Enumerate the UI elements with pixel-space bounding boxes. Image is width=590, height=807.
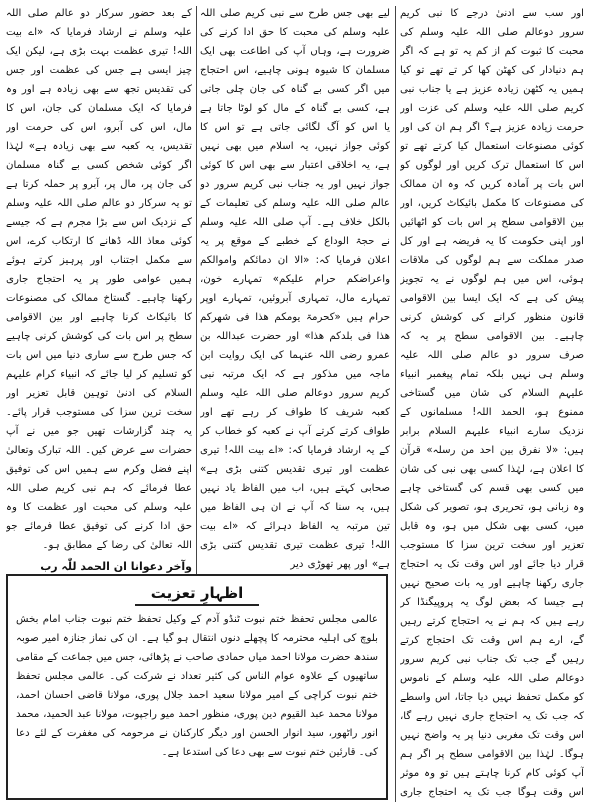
condolence-notice-box [6,574,388,800]
notice-title-text: اظہارِ تعزیت [135,584,260,606]
article-column-right [400,4,584,804]
notice-title [16,584,378,602]
article-column-middle [200,4,390,578]
article-text-column-1: اور سب سے ادنیٰ درجے کا نبی کریم سرور دوعالم صلی اللہ علیہ وسلم کی محبت کا ثبوت کم از کم یہ تو ہے کہ اگر ہم دنیادار کی کھٹن کھا کر تے تھے تو کیا ہمیں یہ کٹھن زیادہ عزیز ہے یا جناب نبی کریم صلی اللہ علیہ وسلم کی عزت اور حرمت زیادہ عزیز ہے؟ اگر ہم ان کی اور کوئی مصنوعات استعمال کیا کرتے تھے تو اس کا استعمال ترک کریں اور لوگوں کو اس بات پر آمادہ کریں کہ وہ ان ممالک کی مصنوعات کا مکمل بائیکاٹ کریں، اور بین الاقوامی سطح پر اس بات کو اٹھائیں اور اپنی حکومت کا یہ فریضہ ہے اور کل صدر مملکت سے ہم لوگوں کی ملاقات ہوئی، اس میں ہم لوگوں نے یہ تجویز پیش کی ہے کہ ایک ایسا بین الاقوامی قانون منظور کرانے کی کوشش کرنی چاہیے۔ بین الاقوامی سطح پر یہ کہ صرف سرور دو عالم صلی اللہ علیہ وسلم ہی نہیں بلکہ تمام پیغمبر انبیاء علیہم السلام کی شان میں گستاخی ممنوع ہو، الحمد اللہ! مسلمانوں کے نزدیک سارے انبیاء علیہم السلام برابر ہیں: «لا نفرق بین احد من رسلہ» قرآن کا اعلان ہے، لہٰذا کسی بھی نبی کی شان میں کسی بھی قسم کی گستاخی چاہے وہ زبانی ہو، تحریری ہو، تصویر کی شکل میں، کسی بھی شکل میں ہو، وہ قابل تعزیر اور سخت ترین سزا کا مستوجب قرار دیا جائے اور اس وقت تک یہ احتجاج جاری رکھنا چاہیے اور یہ بات صحیح نہیں ہے جیسا کہ بعض لوگ یہ پروپیگنڈا کر رہے ہیں کہ ہم نے یہ احتجاج کرتے رہیں گے، ارے ہم اس وقت تک احتجاج کرتے رہیں گے جب تک جناب نبی کریم سرور دوعالم صلی اللہ علیہ وسلم کے ناموس کو مکمل تحفظ نہیں دیا جاتا، اس واسطے کہ جب تک یہ احتجاج جاری نہیں رہے گا، اس وقت تک مغربی دنیا پر یہ واضح نہیں ہوگا۔ لہٰذا بین الاقوامی سطح پر اگر ہم آپ کوئی کام کرنا چاہتے ہیں تو وہ موثر اس وقت ہوگا جب تک یہ احتجاج جاری [400,8,584,798]
article-column-left [6,4,192,578]
column-divider [196,6,197,574]
article-text-column-2: لیے بھی جس طرح سے نبی کریم صلی اللہ علیہ وسلم کی محبت کا حق ادا کرنے کی ضرورت ہے، وہاں آپ کی اطاعت بھی ایک مسلمان کا شیوہ ہونی چاہیے، اس احتجاج میں اگر کسی بے گناہ کی جان چلی جاتی ہے، کسی بے گناہ کے مال کو لوٹا جاتا ہے یا اس کو آگ لگائی جاتی ہے تو اس کا کوئی جواز نہیں، یہ اسلام میں بھی نہیں ہے، یہ اخلاقی اعتبار سے بھی اس کا کوئی جواز نہیں اور یہ جناب نبی کریم سرور دو عالم صلی اللہ علیہ وسلم کی تعلیمات کے بالکل خلاف ہے۔ آپ صلی اللہ علیہ وسلم نے حجۃ الوداع کے خطبے کے موقع پر یہ اعلان فرمایا کہ: «الا ان دمائکم واموالکم واعراضکم حرام علیکم» تمہارے خون، تمہارے مال، تمہاری آبروئیں، تمہارے اوپر حرام ہیں «کحرمۃ یومکم ھذا فی شھرکم ھذا فی بلدکم ھذا» اور حضرت عبداللہ بن عمرو رضی اللہ عنہما کی ایک روایت ابن ماجہ میں مذکور ہے کہ ایک مرتبہ نبی کریم سرور دوعالم صلی اللہ علیہ وسلم کعبہ شریف کا طواف کر رہے تھے اور طواف کرتے کرتے آپ نے کعبہ کو خطاب کر کے یہ ارشاد فرمایا کہ: «اے بیت اللہ! تیری عظمت اور تیری تقدیس کتنی بڑی ہے» صحابی کہتے ہیں، اب میں الفاظ یاد نہیں ہیں، یہ سنا کہ آپ نے ان ہی الفاظ میں تین مرتبہ یہ الفاظ دہرائے کہ «اے بیت اللہ! تیری عظمت تیری تقدیس کتنی بڑی ہے» اور پھر تھوڑی دیر [200,8,390,570]
column-divider [395,6,396,802]
notice-body: عالمی مجلس تحفظ ختم نبوت ٹنڈو آدم کے وکیل تحفظ ختم نبوت جناب امام بخش بلوچ کی اہلیہ محترمہ کا پچھلے دنوں انتقال ہو گیا ہے۔ ان کی نماز جنازہ امیر صوبہ سندھ حضرت مولانا احمد میاں حمادی صاحب نے پڑھائی، جس میں جماعت کے مقامی ساتھیوں کے علاوہ عوام الناس کی کثیر تعداد نے شرکت کی۔ عالمی مجلس تحفظ ختم نبوت کراچی کے امیر مولانا سعید احمد جلال پوری، مولانا قاضی احسان احمد، مولانا محمد عبد القیوم دین پوری، منظور احمد میو راجپوت، مولانا عبد الحمید، محمد انور راٹھور، سید انوار الحسن اور دیگر کارکنان نے مرحومہ کی مغفرت کے لئے دعا کی۔ قارئین ختم نبوت سے بھی دعا کی استدعا ہے۔ [16,614,378,758]
article-text-column-3: کے بعد حضور سرکار دو عالم صلی اللہ علیہ وسلم نے ارشاد فرمایا کہ «اے بیت اللہ! تیری عظمت بہت بڑی ہے، لیکن ایک چیز ایسی ہے جس کی عظمت اور جس کی تقدیس تجھ سے بھی زیادہ ہے اور وہ فرمایا کہ ایک مسلمان کی جان، اس کا مال، اس کی آبرو، اس کی حرمت اور تقدیس، یہ کعبہ سے بھی زیادہ ہے» لہٰذا اگر کوئی شخص کسی بے گناہ مسلمان کی جان پر، مال پر، آبرو پر حملہ کرتا ہے تو یہ سرکار دو عالم صلی اللہ علیہ وسلم کے نزدیک اس سے بڑا مجرم ہے کہ جیسے کوئی معاذ اللہ ڈھانے کا ارتکاب کرے، اس سے مکمل اجتناب اور پرہیز کرتے ہوئے ہمیں عوامی طور پر یہ احتجاج جاری رکھنا چاہیے۔ گستاخ ممالک کی مصنوعات کا بائیکاٹ کرنا چاہیے اور بین الاقوامی سطح پر اس بات کی کوشش کرنی چاہیے کہ جس طرح سے ساری دنیا میں اس بات کو تسلیم کر لیا جائے کہ انبیاء کرام علیہم السلام کی ادنیٰ توہین قابل تعزیر اور سخت ترین سزا کی مستوجب قرار پائے۔ یہ چند گزارشات تھیں جو میں نے آپ حضرات سے عرض کیں۔ اللہ تبارک وتعالیٰ اپنے فضل وکرم سے ہمیں اس کی توفیق عطا فرمائے کہ ہم نبی کریم صلی اللہ علیہ وسلم کی محبت اور عظمت کا وہ حق ادا کرنے کی توفیق عطا فرمائے جو اللہ تعالیٰ کی رضا کے مطابق ہو۔ [6,8,192,551]
closing-prayer: وآخر دعوانا ان الحمد للّٰہ رب [40,560,192,573]
